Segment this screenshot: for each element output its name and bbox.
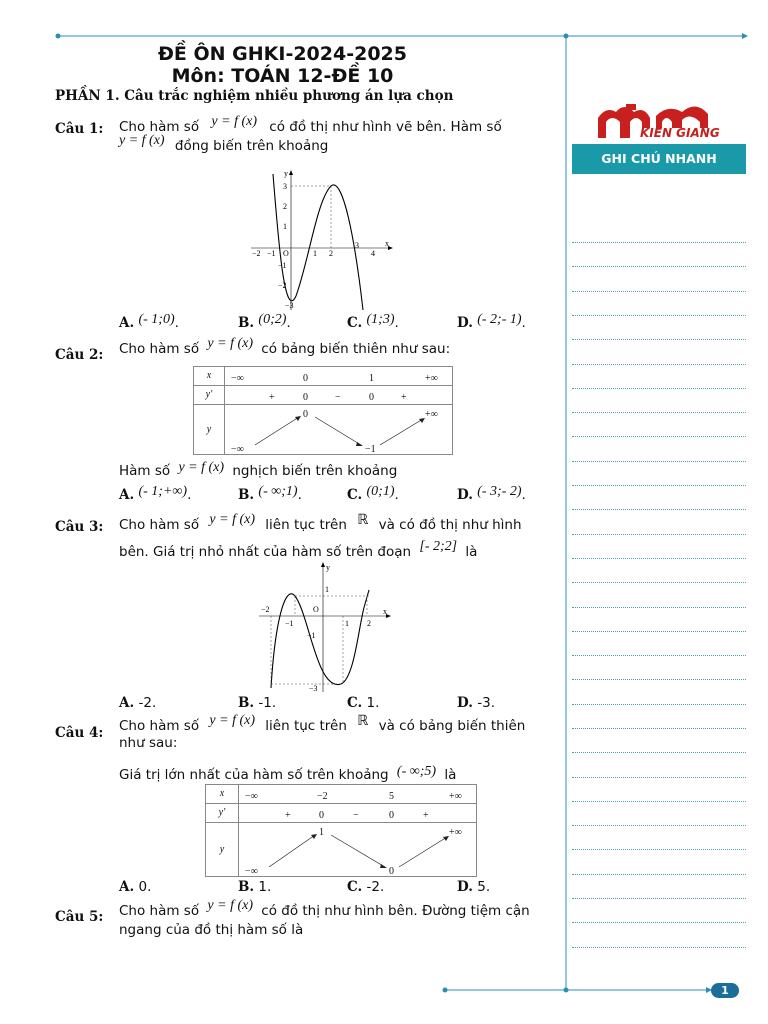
note-line bbox=[572, 509, 746, 510]
x-tick: 3 bbox=[355, 241, 359, 250]
y-value: 0 bbox=[389, 866, 394, 877]
question-text bbox=[119, 766, 456, 785]
note-line bbox=[572, 558, 746, 559]
note-line bbox=[572, 704, 746, 705]
question-text-c: đồng biến trên khoảng bbox=[174, 138, 329, 154]
note-line bbox=[572, 655, 746, 656]
question-text-a: Cho hàm số bbox=[119, 119, 200, 135]
quick-notes-header bbox=[572, 144, 746, 174]
note-line bbox=[572, 631, 746, 632]
choice-d[interactable]: D. (- 2;- 1). bbox=[457, 312, 526, 331]
x-value: −2 bbox=[317, 791, 328, 802]
question-text bbox=[119, 512, 563, 566]
sign: 0 bbox=[319, 810, 324, 821]
variation-arrows bbox=[239, 823, 479, 877]
table-derivative-label: y′ bbox=[194, 386, 225, 405]
real-numbers-symbol: ℝ bbox=[357, 513, 369, 528]
choice-c[interactable]: C. -2. bbox=[347, 879, 385, 895]
real-numbers-symbol: ℝ bbox=[357, 714, 369, 729]
note-line bbox=[572, 874, 746, 875]
note-line bbox=[572, 849, 746, 850]
question-text-c: và có đồ thị như hình bbox=[378, 517, 522, 533]
note-line bbox=[572, 534, 746, 535]
y-value: +∞ bbox=[449, 827, 462, 838]
question-1 bbox=[55, 114, 565, 333]
function-graph bbox=[259, 562, 395, 694]
x-tick: −2 bbox=[261, 605, 270, 614]
sign: 0 bbox=[369, 392, 374, 403]
section-heading: PHẦN 1. Câu trắc nghiệm nhiều phương án lựa chọn bbox=[55, 88, 454, 104]
note-line bbox=[572, 339, 746, 340]
question-text-b: có đồ thị như hình vẽ bên. Hàm số bbox=[269, 119, 502, 135]
note-line bbox=[572, 752, 746, 753]
choice-a[interactable]: A. 0. bbox=[119, 879, 152, 895]
note-line bbox=[572, 728, 746, 729]
graph-y-label: y bbox=[284, 170, 288, 178]
choice-c[interactable]: C. (1;3). bbox=[347, 312, 399, 331]
y-tick: 2 bbox=[283, 202, 287, 211]
sign: + bbox=[423, 810, 429, 821]
note-line bbox=[572, 388, 746, 389]
question-text-d: bên. Giá trị nhỏ nhất của hàm số trên đoạn bbox=[119, 544, 412, 560]
function-expression: y = f (x) bbox=[207, 336, 253, 351]
question-text-a: Cho hàm số bbox=[119, 718, 200, 734]
y-value: −∞ bbox=[231, 444, 244, 455]
y-value: −1 bbox=[365, 444, 376, 455]
note-line bbox=[572, 266, 746, 267]
question-text-d: như sau: bbox=[119, 735, 178, 751]
question-text-b: có đồ thị như hình bên. Đường tiệm cận bbox=[261, 903, 530, 919]
interval-expression: [- 2;2] bbox=[419, 539, 458, 554]
x-tick: O bbox=[313, 605, 319, 614]
choice-c[interactable]: C. 1. bbox=[347, 695, 380, 711]
table-derivative-label: y′ bbox=[206, 804, 239, 823]
quick-notes-label: GHI CHÚ NHANH bbox=[601, 151, 717, 166]
question-text bbox=[119, 898, 563, 939]
function-expression: y = f (x) bbox=[209, 713, 255, 728]
question-label: Câu 2: bbox=[55, 347, 104, 363]
y-tick: 1 bbox=[283, 222, 287, 231]
question-text bbox=[119, 462, 397, 481]
note-line bbox=[572, 777, 746, 778]
question-text bbox=[119, 336, 563, 359]
x-tick: 2 bbox=[367, 619, 371, 628]
question-label: Câu 3: bbox=[55, 519, 104, 535]
x-value: −∞ bbox=[231, 373, 244, 384]
choice-b[interactable]: B. -1. bbox=[238, 695, 277, 711]
question-label: Câu 5: bbox=[55, 909, 104, 925]
question-text bbox=[119, 713, 563, 752]
choice-d[interactable]: D. 5. bbox=[457, 879, 491, 895]
note-line bbox=[572, 291, 746, 292]
table-y-label: y bbox=[194, 405, 225, 455]
question-text-e: Giá trị lớn nhất của hàm số trên khoảng bbox=[119, 767, 389, 783]
note-line bbox=[572, 947, 746, 948]
sign: + bbox=[401, 392, 407, 403]
note-line bbox=[572, 364, 746, 365]
sign: + bbox=[285, 810, 291, 821]
sign: 0 bbox=[303, 392, 308, 403]
note-line bbox=[572, 679, 746, 680]
sign: − bbox=[353, 810, 359, 821]
x-tick: O bbox=[283, 249, 289, 258]
function-expression: y = f (x) bbox=[207, 898, 253, 913]
x-value: −∞ bbox=[245, 791, 258, 802]
note-line bbox=[572, 801, 746, 802]
choice-b[interactable]: B. (0;2). bbox=[238, 312, 291, 331]
choice-d[interactable]: D. (- 3;- 2). bbox=[457, 484, 526, 503]
question-3 bbox=[55, 510, 565, 710]
x-tick: −1 bbox=[267, 249, 276, 258]
sign: − bbox=[335, 392, 341, 403]
variation-table bbox=[205, 784, 477, 877]
choice-c[interactable]: C. (0;1). bbox=[347, 484, 399, 503]
y-value: +∞ bbox=[425, 409, 438, 420]
x-tick: −1 bbox=[285, 619, 294, 628]
note-line bbox=[572, 315, 746, 316]
variation-arrows bbox=[225, 405, 453, 455]
y-value: 0 bbox=[303, 409, 308, 420]
graph-x-label: x bbox=[385, 239, 389, 248]
table-x-label: x bbox=[206, 785, 239, 804]
x-tick: 1 bbox=[313, 249, 317, 258]
variation-table bbox=[193, 366, 453, 455]
x-value: 0 bbox=[303, 373, 308, 384]
question-text-e: là bbox=[465, 544, 478, 560]
table-x-label: x bbox=[194, 367, 225, 386]
question-text-a: Cho hàm số bbox=[119, 341, 200, 357]
note-line bbox=[572, 436, 746, 437]
question-text-b: có bảng biến thiên như sau: bbox=[261, 341, 451, 357]
sign: + bbox=[269, 392, 275, 403]
question-label: Câu 1: bbox=[55, 121, 104, 137]
x-value: +∞ bbox=[425, 373, 438, 384]
question-text-b: liên tục trên bbox=[265, 517, 347, 533]
exam-title: ĐỀ ÔN GHKI-2024-2025 bbox=[157, 43, 407, 65]
note-line bbox=[572, 582, 746, 583]
y-tick: −1 bbox=[278, 261, 287, 270]
y-value: 1 bbox=[319, 827, 324, 838]
question-text-c: ngang của đồ thị hàm số là bbox=[119, 922, 304, 938]
question-text-c: Hàm số bbox=[119, 463, 171, 479]
function-expression: y = f (x) bbox=[211, 114, 257, 129]
x-value: 5 bbox=[389, 791, 394, 802]
note-line bbox=[572, 461, 746, 462]
function-expression: y = f (x) bbox=[209, 512, 255, 527]
choice-a[interactable]: A. (- 1;+∞). bbox=[119, 484, 192, 503]
y-tick: −1 bbox=[307, 631, 316, 640]
question-text-c: và có bảng biến thiên bbox=[378, 718, 526, 734]
page-number-badge bbox=[711, 983, 739, 998]
question-5 bbox=[55, 898, 565, 952]
note-line bbox=[572, 607, 746, 608]
question-text-a: Cho hàm số bbox=[119, 903, 200, 919]
function-expression: y = f (x) bbox=[119, 133, 165, 148]
y-tick: −3 bbox=[309, 684, 318, 693]
y-tick: 3 bbox=[283, 182, 287, 191]
function-expression: y = f (x) bbox=[178, 460, 225, 475]
question-text bbox=[119, 114, 563, 156]
x-tick: 4 bbox=[371, 249, 375, 258]
x-value: +∞ bbox=[449, 791, 462, 802]
note-line bbox=[572, 412, 746, 413]
question-label: Câu 4: bbox=[55, 725, 104, 741]
question-2 bbox=[55, 336, 565, 505]
note-line bbox=[572, 825, 746, 826]
question-text-a: Cho hàm số bbox=[119, 517, 200, 533]
x-tick: 2 bbox=[329, 249, 333, 258]
interval-expression: (- ∞;5) bbox=[396, 764, 437, 779]
question-text-d: nghịch biến trên khoảng bbox=[232, 463, 398, 479]
question-text-b: liên tục trên bbox=[265, 718, 347, 734]
page-number: 1 bbox=[721, 984, 729, 997]
choice-a[interactable]: A. -2. bbox=[119, 695, 157, 711]
function-graph bbox=[251, 170, 401, 315]
choice-b[interactable]: B. (- ∞;1). bbox=[238, 484, 302, 503]
table-y-label: y bbox=[206, 823, 239, 877]
y-tick: 1 bbox=[325, 585, 329, 594]
note-line bbox=[572, 898, 746, 899]
note-line bbox=[572, 922, 746, 923]
choice-a[interactable]: A. (- 1;0). bbox=[119, 312, 179, 331]
note-line bbox=[572, 485, 746, 486]
graph-x-label: x bbox=[383, 607, 387, 616]
question-text-f: là bbox=[444, 767, 457, 783]
question-4 bbox=[55, 713, 565, 896]
logo-text: KIÊN GIANG bbox=[640, 126, 720, 140]
sign: 0 bbox=[389, 810, 394, 821]
x-value: 1 bbox=[369, 373, 374, 384]
graph-y-label: y bbox=[326, 563, 330, 572]
choice-b[interactable]: B. 1. bbox=[238, 879, 272, 895]
x-tick: 1 bbox=[345, 619, 349, 628]
y-value: −∞ bbox=[245, 866, 258, 877]
x-tick: −2 bbox=[252, 249, 261, 258]
choice-d[interactable]: D. -3. bbox=[457, 695, 495, 711]
note-line bbox=[572, 242, 746, 243]
kien-giang-logo bbox=[596, 100, 726, 144]
y-tick: −2 bbox=[278, 281, 287, 290]
y-tick: −3 bbox=[285, 301, 294, 310]
exam-subtitle: Môn: TOÁN 12-ĐỀ 10 bbox=[171, 65, 394, 87]
